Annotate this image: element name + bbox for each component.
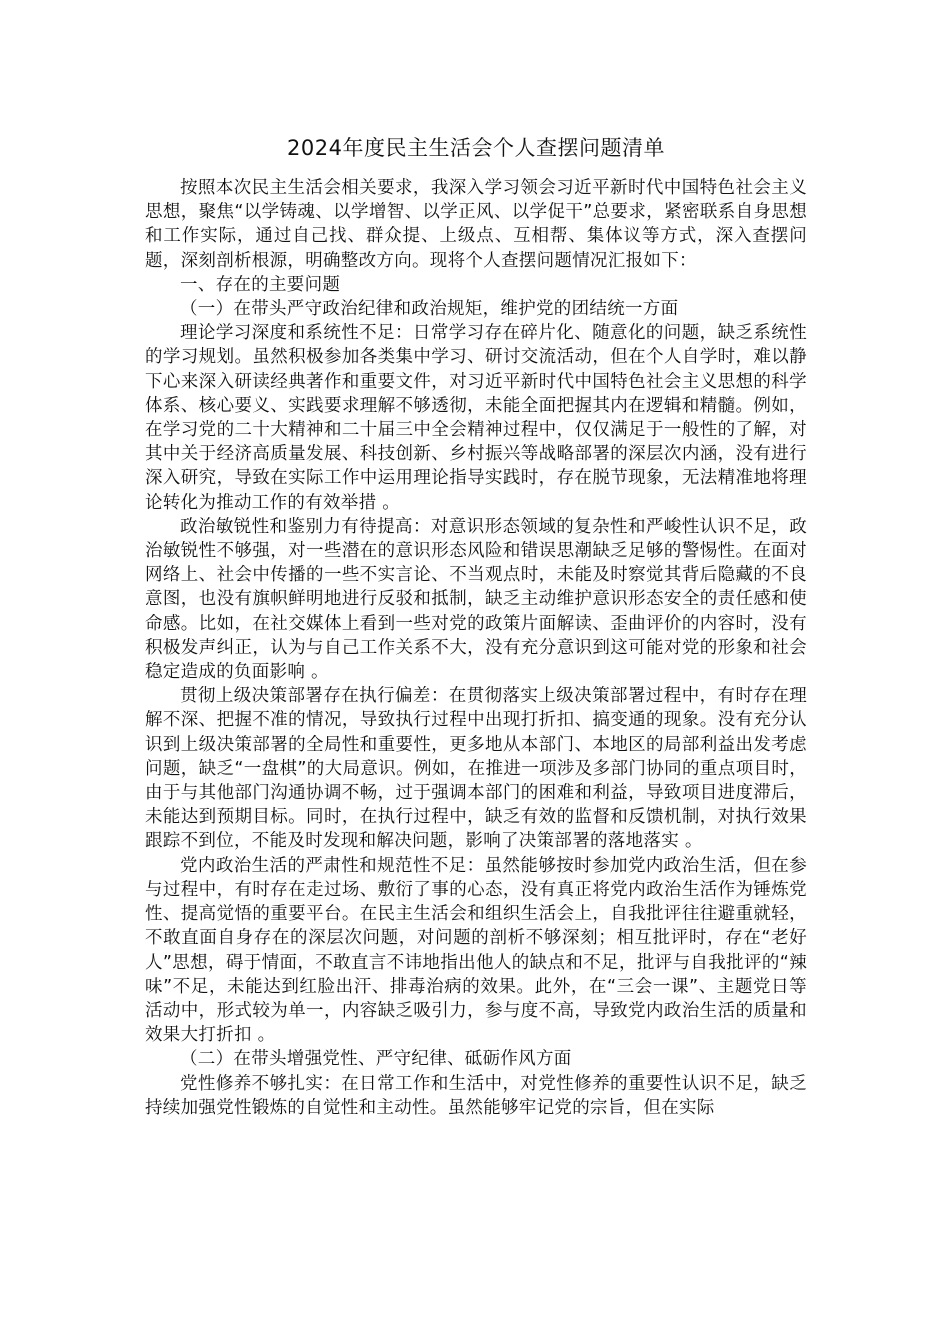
body-paragraph: 理论学习深度和系统性不足：日常学习存在碎片化、随意化的问题，缺乏系统性的学习规划。虽然积极参加各类集中学习、研讨交流活动，但在个人自学时，难以静下心来深入研读经典著作和重要文件，对习近平新时代中国特色社会主义思想的科学体系、核心要义、实践要求理解不够透彻，未能全面把握其内在逻辑和精髓。例如，在学习党的二十大精神和二十届三中全会精神过程中，仅仅满足于一般性的了解，对其中关于经济高质量发展、科技创新、乡村振兴等战略部署的深层次内涵，没有进行深入研究，导致在实际工作中运用理论指导实践时，存在脱节现象，无法精准地将理论转化为推动工作的有效举措 。 bbox=[145, 323, 807, 513]
subsection-heading-2: （二）在带头增强党性、严守纪律、砥砺作风方面 bbox=[180, 1049, 572, 1070]
body-paragraph: 党内政治生活的严肃性和规范性不足：虽然能够按时参加党内政治生活，但在参与过程中，有时存在走过场、敷衍了事的心态，没有真正将党内政治生活作为锤炼党性、提高觉悟的重要平台。在民主生活会和组织生活会上，自我批评往往避重就轻，不敢直面自身存在的深层次问题，对问题的剖析不够深刻；相互批评时，存在“老好人”思想，碍于情面，不敢直言不讳地指出他人的缺点和不足，批评与自我批评的“辣味”不足，未能达到红脸出汗、排毒治病的效果。此外，在“三会一课”、主题党日等活动中，形式较为单一，内容缺乏吸引力，参与度不高，导致党内政治生活的质量和效果大打折扣 。 bbox=[145, 855, 807, 1046]
body-paragraph: 党性修养不够扎实：在日常工作和生活中，对党性修养的重要性认识不足，缺乏持续加强党性锻炼的自觉性和主动性。虽然能够牢记党的宗旨，但在实际 bbox=[145, 1073, 807, 1118]
document-page bbox=[145, 130, 807, 1120]
intro-paragraph: 按照本次民主生活会相关要求，我深入学习领会习近平新时代中国特色社会主义思想，聚焦“以学铸魂、以学增智、以学正风、以学促干”总要求，紧密联系自身思想和工作实际，通过自己找、群众提、上级点、互相帮、集体议等方式，深入查摆问题，深刻剖析根源，明确整改方向。现将个人查摆问题情况汇报如下： bbox=[145, 178, 807, 271]
section-heading-1: 一、存在的主要问题 bbox=[180, 274, 341, 295]
body-paragraph: 贯彻上级决策部署存在执行偏差：在贯彻落实上级决策部署过程中，有时存在理解不深、把握不准的情况，导致执行过程中出现打折扣、搞变通的现象。没有充分认识到上级决策部署的全局性和重要性，更多地从本部门、本地区的局部利益出发考虑问题，缺乏“一盘棋”的大局意识。例如，在推进一项涉及多部门协同的重点项目时，由于与其他部门沟通协调不畅，过于强调本部门的困难和利益，导致项目进度滞后，未能达到预期目标。同时，在执行过程中，缺乏有效的监督和反馈机制，对执行效果跟踪不到位，不能及时发现和解决问题，影响了决策部署的落地落实 。 bbox=[145, 686, 807, 852]
document-title: 2024年度民主生活会个人查摆问题清单 bbox=[287, 136, 665, 160]
subsection-heading-1: （一）在带头严守政治纪律和政治规矩，维护党的团结统一方面 bbox=[180, 299, 679, 320]
body-paragraph: 政治敏锐性和鉴别力有待提高：对意识形态领域的复杂性和严峻性认识不足，政治敏锐性不够强，对一些潜在的意识形态风险和错误思潮缺乏足够的警惕性。在面对网络上、社会中传播的一些不实言论、不当观点时，未能及时察觉其背后隐藏的不良意图，也没有旗帜鲜明地进行反驳和抵制，缺乏主动维护意识形态安全的责任感和使命感。比如，在社交媒体上看到一些对党的政策片面解读、歪曲评价的内容时，没有积极发声纠正，认为与自己工作关系不大，没有充分意识到这可能对党的形象和社会稳定造成的负面影响 。 bbox=[145, 516, 807, 683]
